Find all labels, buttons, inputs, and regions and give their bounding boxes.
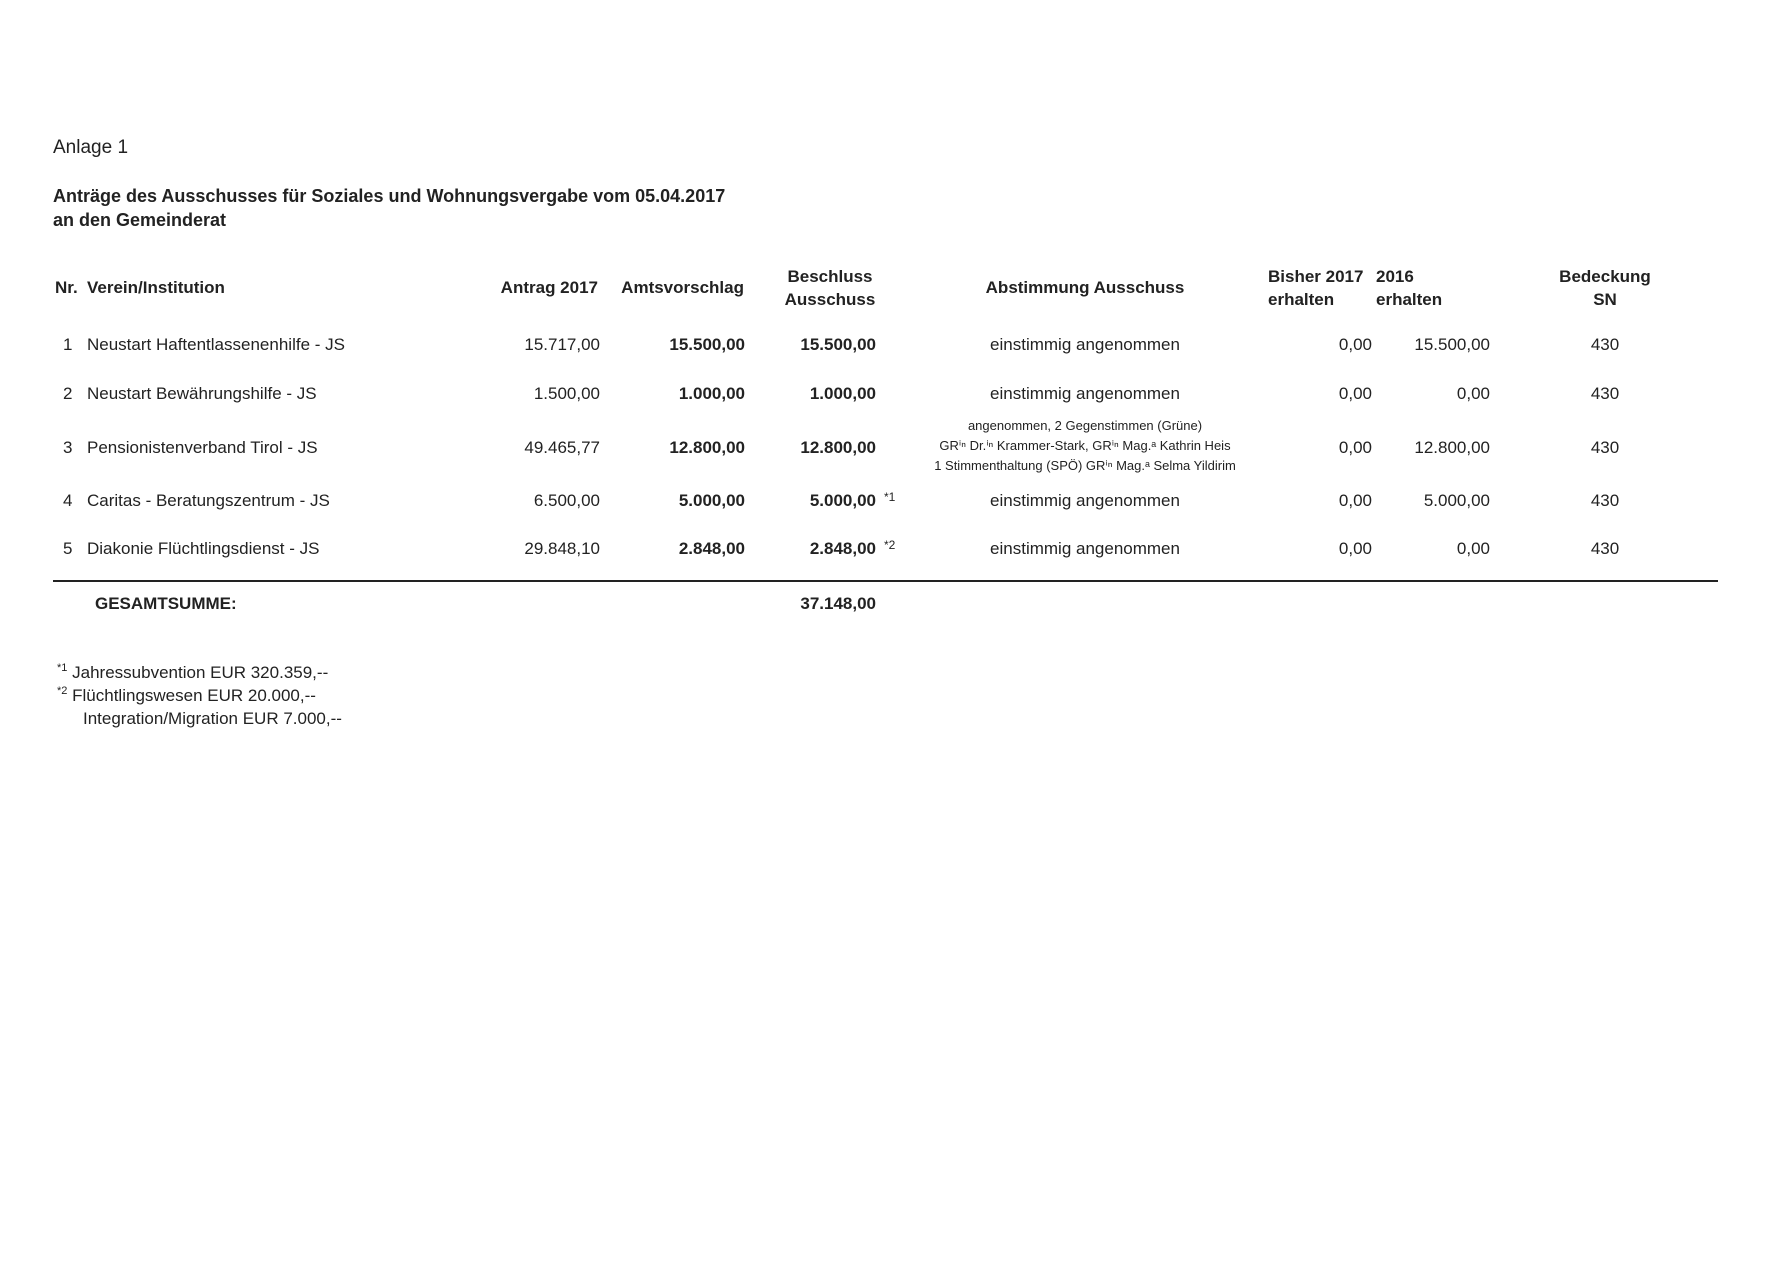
col-header-bedeckung: [1545, 265, 1665, 311]
col-header-2016-line1: 2016: [1376, 267, 1414, 286]
col-header-antrag: Antrag 2017: [500, 278, 598, 297]
row-antrag: 6.500,00: [533, 491, 600, 510]
row-2016: 12.800,00: [1414, 438, 1490, 457]
row-bisher: 0,00: [1338, 438, 1372, 457]
row-note-marker: *1: [884, 490, 896, 504]
row-abstimmung-multiline: [900, 416, 1270, 476]
row-beschluss: 15.500,00: [800, 335, 876, 354]
row-abstimmung: einstimmig angenommen: [990, 384, 1180, 403]
abstimmung-line-2: GRⁱⁿ Dr.ⁱⁿ Krammer-Stark, GRⁱⁿ Mag.ᵃ Kathrin Heis: [939, 438, 1231, 453]
row-sn: 430: [1590, 539, 1620, 558]
row-nr: 3: [63, 438, 73, 457]
row-abstimmung: einstimmig angenommen: [990, 491, 1180, 510]
footnote-1-mark: *1: [57, 662, 68, 674]
row-verein: Caritas - Beratungszentrum - JS: [87, 491, 330, 510]
col-header-2016: [1376, 265, 1442, 311]
col-header-2016-line2: erhalten: [1376, 290, 1443, 309]
row-beschluss: 2.848,00: [809, 539, 876, 558]
footnote-2-mark: *2: [57, 685, 68, 697]
row-antrag: 15.717,00: [524, 335, 600, 354]
row-verein: Pensionistenverband Tirol - JS: [87, 438, 318, 457]
total-value: 37.148,00: [800, 594, 876, 613]
title-line-1: Anträge des Ausschusses für Soziales und Wohnungsvergabe vom 05.04.2017: [53, 186, 726, 206]
row-sn: 430: [1590, 384, 1620, 403]
row-2016: 5.000,00: [1423, 491, 1490, 510]
row-amtsvorschlag: 5.000,00: [678, 491, 745, 510]
row-note-marker: *2: [884, 538, 896, 552]
col-header-verein: Verein/Institution: [87, 278, 225, 297]
row-nr: 4: [63, 491, 73, 510]
row-abstimmung: einstimmig angenommen: [990, 539, 1180, 558]
col-header-beschluss-line1: Beschluss: [787, 267, 873, 286]
row-bisher: 0,00: [1338, 335, 1372, 354]
row-nr: 1: [63, 335, 73, 354]
row-2016: 15.500,00: [1414, 335, 1490, 354]
row-beschluss: 5.000,00: [809, 491, 876, 510]
document-title: [53, 184, 725, 232]
row-sn: 430: [1590, 438, 1620, 457]
row-amtsvorschlag: 15.500,00: [669, 335, 745, 354]
row-nr: 2: [63, 384, 73, 403]
row-2016: 0,00: [1456, 384, 1490, 403]
row-abstimmung: einstimmig angenommen: [990, 335, 1180, 354]
row-verein: Neustart Bewährungshilfe - JS: [87, 384, 317, 403]
col-header-bisher-line1: Bisher 2017: [1268, 267, 1364, 286]
col-header-bisher-line2: erhalten: [1268, 290, 1335, 309]
row-beschluss: 1.000,00: [809, 384, 876, 403]
col-header-nr: Nr.: [55, 278, 78, 297]
col-header-amtsvorschlag: Amtsvorschlag: [621, 278, 744, 297]
row-amtsvorschlag: 12.800,00: [669, 438, 745, 457]
col-header-beschluss: [770, 265, 890, 311]
row-bisher: 0,00: [1338, 384, 1372, 403]
row-verein: Neustart Haftentlassenenhilfe - JS: [87, 335, 345, 354]
row-bisher: 0,00: [1338, 539, 1372, 558]
row-sn: 430: [1590, 335, 1620, 354]
row-antrag: 49.465,77: [524, 438, 600, 457]
anlage-label: Anlage 1: [53, 137, 129, 158]
abstimmung-line-3: 1 Stimmenthaltung (SPÖ) GRⁱⁿ Mag.ᵃ Selma Yildirim: [934, 458, 1236, 473]
footnote-2-text: Flüchtlingswesen EUR 20.000,--: [72, 686, 316, 705]
total-divider: [53, 580, 1718, 582]
total-label: GESAMTSUMME:: [95, 594, 237, 613]
title-line-2: an den Gemeinderat: [53, 210, 227, 230]
row-amtsvorschlag: 1.000,00: [678, 384, 745, 403]
row-antrag: 29.848,10: [524, 539, 600, 558]
row-beschluss: 12.800,00: [800, 438, 876, 457]
col-header-bisher: [1268, 265, 1363, 311]
row-2016: 0,00: [1456, 539, 1490, 558]
row-sn: 430: [1590, 491, 1620, 510]
row-verein: Diakonie Flüchtlingsdienst - JS: [87, 539, 320, 558]
footnote-2-continued: Integration/Migration EUR 7.000,--: [83, 709, 342, 728]
abstimmung-line-1: angenommen, 2 Gegenstimmen (Grüne): [967, 418, 1203, 433]
row-bisher: 0,00: [1338, 491, 1372, 510]
col-header-bedeckung-line1: Bedeckung: [1559, 267, 1651, 286]
col-header-abstimmung: Abstimmung Ausschuss: [985, 278, 1185, 297]
row-antrag: 1.500,00: [533, 384, 600, 403]
row-amtsvorschlag: 2.848,00: [678, 539, 745, 558]
col-header-bedeckung-line2: SN: [1593, 290, 1617, 309]
row-nr: 5: [63, 539, 73, 558]
footnote-1-text: Jahressubvention EUR 320.359,--: [72, 663, 329, 682]
col-header-beschluss-line2: Ausschuss: [784, 290, 876, 309]
